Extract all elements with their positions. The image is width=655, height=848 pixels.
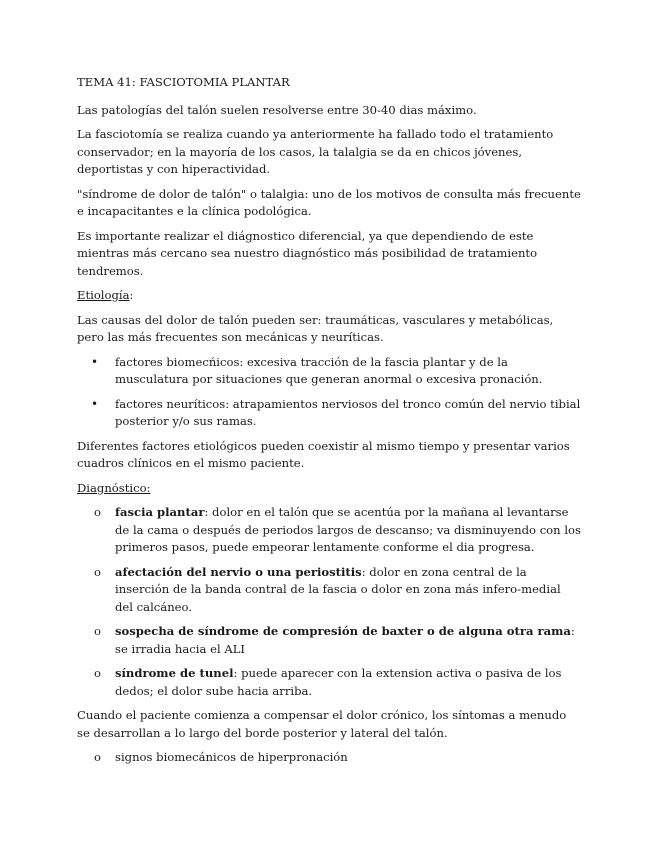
paragraph-2: La fasciotomía se realiza cuando ya anteriormente ha fallado todo el tratamiento conservador; en la mayoría de los casos, la talalgia se da en chicos jóvenes, deportistas y con hiperactividad. <box>77 127 554 176</box>
document-title: TEMA 41: FASCIOTOMIA PLANTAR <box>77 75 290 89</box>
paragraph-3: "síndrome de dolor de talón" o talalgia: uno de los motivos de consulta más frecuente e incapacitantes e la clínica podológica. <box>77 186 581 218</box>
list-item <box>77 623 581 658</box>
document-page <box>77 74 581 774</box>
term-bold: afectación del nervio o una periostitis <box>115 564 362 579</box>
term-bold: fascia plantar <box>115 505 205 519</box>
diagnostico-list <box>77 504 581 700</box>
diagnostico-extra-list <box>77 749 581 767</box>
etiologia-intro: Las causas del dolor de talón pueden ser: traumáticas, vasculares y metabólicas, pero las más frecuentes son mecánicas y neuríticas. <box>77 312 554 344</box>
list-item <box>77 665 581 700</box>
term-bold: síndrome de tunel <box>115 666 234 680</box>
etiologia-outro: Diferentes factores etiológicos pueden coexistir al mismo tiempo y presentar varios cuadros clínicos en el mismo paciente. <box>77 438 570 470</box>
term-desc: : dolor en zona central de la inserción de la banda contral de la fascia o dolor en zona más infero-medial del calcáneo. <box>115 564 561 614</box>
etiologia-heading: Etiología <box>77 288 130 302</box>
term-desc: : puede aparecer con la extension activa o pasiva de los dedos; el dolor sube hacia arriba. <box>115 666 562 698</box>
paragraph-1: Las patologías del talón suelen resolverse entre 30-40 dias máximo. <box>77 102 477 117</box>
paragraph-4: Es importante realizar el diágnostico diferencial, ya que dependiendo de este mientras más cercano sea nuestro diagnóstico más posibilidad de tratamiento tendremos. <box>77 228 538 278</box>
term-desc: : dolor en el talón que se acentúa por la mañana al levantarse de la cama o después de periodos largos de descanso; va disminuyendo con los primeros pasos, puede empeorar lentamente conforme el dia progresa. <box>115 505 581 554</box>
diagnostico-outro: Cuando el paciente comienza a compensar el dolor crónico, los síntomas a menudo se desarrollan a lo largo del borde posterior y lateral del talón. <box>77 708 567 740</box>
diagnostico-heading-line <box>77 480 581 498</box>
etiologia-heading-line <box>77 287 581 305</box>
etiologia-list <box>77 354 581 431</box>
etiologia-heading-colon: : <box>129 288 134 302</box>
list-item <box>77 504 581 557</box>
list-item: • factores neuríticos: atrapamientos nerviosos del tronco común del nervio tibial posterior y/o sus ramas. <box>77 396 581 431</box>
term-desc: : se irradia hacia el ALI <box>115 624 575 656</box>
list-item <box>77 564 581 617</box>
term-bold: sospecha de síndrome de compresión de baxter o de alguna otra rama <box>115 624 571 638</box>
list-item: • factores biomecńicos: excesiva tracción de la fascia plantar y de la musculatura por situaciones que generan anormal o excesiva pronación. <box>77 354 581 389</box>
diagnostico-heading: Diagnóstico: <box>77 480 151 495</box>
list-item: o signos biomecánicos de hiperpronación <box>77 749 581 767</box>
